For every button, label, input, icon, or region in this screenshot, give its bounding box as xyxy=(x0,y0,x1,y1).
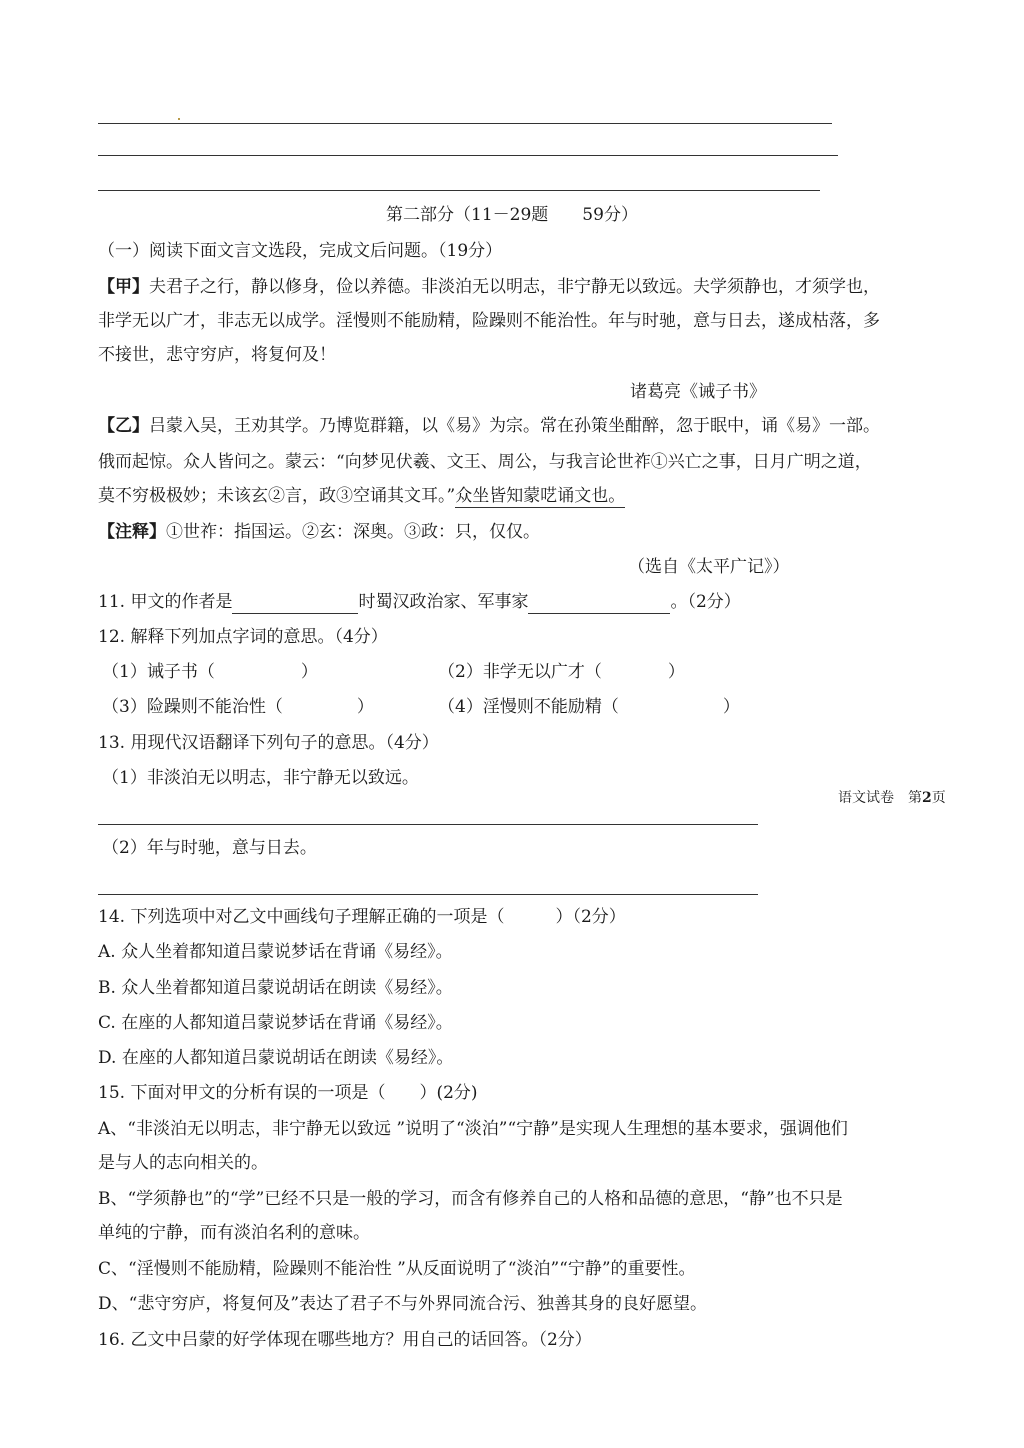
jia-label: 【甲】 xyxy=(98,277,149,297)
q12-item-1: （1）诫子书（ ） xyxy=(102,662,318,682)
question-13: 13. 用现代汉语翻译下列句子的意思。（4分） xyxy=(98,733,439,753)
q15-option-a-cont: 是与人的志向相关的。 xyxy=(98,1153,268,1173)
section-title: 第二部分（11－29题 59分） xyxy=(386,205,638,225)
ink-speck xyxy=(178,118,180,120)
q15-option-b: B、“学须静也”的“学”已经不只是一般的学习，而含有修养自己的人格和品德的意思，“静”也不只是 xyxy=(98,1189,843,1209)
yi-line3-text: 莫不穷极极妙；未该玄②言，政③空诵其文耳。” xyxy=(98,486,456,506)
q15-option-b-cont: 单纯的宁静，而有淡泊名利的意味。 xyxy=(98,1223,370,1243)
yi-line-1 xyxy=(98,414,880,438)
jia-source: 诸葛亮《诫子书》 xyxy=(630,382,766,402)
jia-line-3: 不接世，悲守穷庐，将复何及！ xyxy=(98,345,336,365)
question-11 xyxy=(98,590,741,614)
page-unit: 页 xyxy=(931,790,946,806)
answer-line[interactable] xyxy=(98,824,758,825)
page-footer xyxy=(838,788,946,808)
jia-text: 夫君子之行，静以修身，俭以养德。非淡泊无以明志，非宁静无以致远。夫学须静也，才须学也， xyxy=(149,277,880,297)
note-text: ①世祚：指国运。②玄：深奥。③政：只，仅仅。 xyxy=(166,522,540,542)
q12-item-4: （4）淫慢则不能励精（ ） xyxy=(438,697,740,717)
q12-item-3: （3）险躁则不能治性（ ） xyxy=(102,697,374,717)
q14-option-a: A. 众人坐着都知道吕蒙说梦话在背诵《易经》。 xyxy=(98,942,453,962)
q11-text-c: 。（2分） xyxy=(670,592,741,612)
answer-line xyxy=(98,155,838,156)
exam-label: 语文试卷 第 xyxy=(838,790,922,806)
page-number: 2 xyxy=(922,790,932,806)
answer-line xyxy=(98,190,820,191)
q14-option-d: D. 在座的人都知道吕蒙说胡话在朗读《易经》。 xyxy=(98,1048,454,1068)
jia-line-1 xyxy=(98,275,880,299)
q14-option-b: B. 众人坐着都知道吕蒙说胡话在朗读《易经》。 xyxy=(98,978,453,998)
q15-option-d: D、“悲守穷庐，将复何及”表达了君子不与外界同流合污、独善其身的良好愿望。 xyxy=(98,1294,708,1314)
yi-source: （选自《太平广记》） xyxy=(628,557,790,577)
question-16: 16. 乙文中吕蒙的好学体现在哪些地方？用自己的话回答。（2分） xyxy=(98,1330,592,1350)
q13-sentence-2: （2）年与时驰，意与日去。 xyxy=(102,838,317,858)
q13-sentence-1: （1）非淡泊无以明志，非宁静无以致远。 xyxy=(102,768,419,788)
note-label: 【注释】 xyxy=(98,522,166,542)
yi-label: 【乙】 xyxy=(98,416,149,436)
question-14: 14. 下列选项中对乙文中画线句子理解正确的一项是（ ）（2分） xyxy=(98,907,626,927)
q11-blank-2[interactable] xyxy=(528,595,670,614)
q15-option-c: C、“淫慢则不能励精，险躁则不能治性 ”从反面说明了“淡泊”“宁静”的重要性。 xyxy=(98,1259,696,1279)
q11-text-b: 时蜀汉政治家、军事家 xyxy=(358,592,529,612)
q11-blank-1[interactable] xyxy=(232,595,358,614)
yi-text: 吕蒙入吴，王劝其学。乃博览群籍，以《易》为宗。常在孙策坐酣醉，忽于眠中，诵《易》一部。 xyxy=(149,416,880,436)
question-12: 12. 解释下列加点字词的意思。（4分） xyxy=(98,627,388,647)
note-line xyxy=(98,520,540,544)
q15-option-a: A、“非淡泊无以明志，非宁静无以致远 ”说明了“淡泊”“宁静”是实现人生理想的基本要求，强调他们 xyxy=(98,1119,848,1139)
q11-text-a: 11. 甲文的作者是 xyxy=(98,592,233,612)
answer-line[interactable] xyxy=(98,894,758,895)
underlined-sentence: 众坐皆知蒙呓诵文也。 xyxy=(455,486,626,506)
q14-option-c: C. 在座的人都知道吕蒙说梦话在背诵《易经》。 xyxy=(98,1013,453,1033)
jia-line-2: 非学无以广才，非志无以成学。淫慢则不能励精，险躁则不能治性。年与时驰，意与日去，遂成枯落，多 xyxy=(98,311,880,331)
answer-line xyxy=(98,123,832,124)
yi-line-2: 俄而起惊。众人皆问之。蒙云：“向梦见伏羲、文王、周公，与我言论世祚①兴亡之事，日月广明之道， xyxy=(98,452,872,472)
part1-heading: （一）阅读下面文言文选段，完成文后问题。（19分） xyxy=(98,241,503,261)
q12-item-2: （2）非学无以广才（ ） xyxy=(438,662,685,682)
yi-line-3 xyxy=(98,484,625,508)
question-15: 15. 下面对甲文的分析有误的一项是（ ）(2分) xyxy=(98,1083,478,1103)
